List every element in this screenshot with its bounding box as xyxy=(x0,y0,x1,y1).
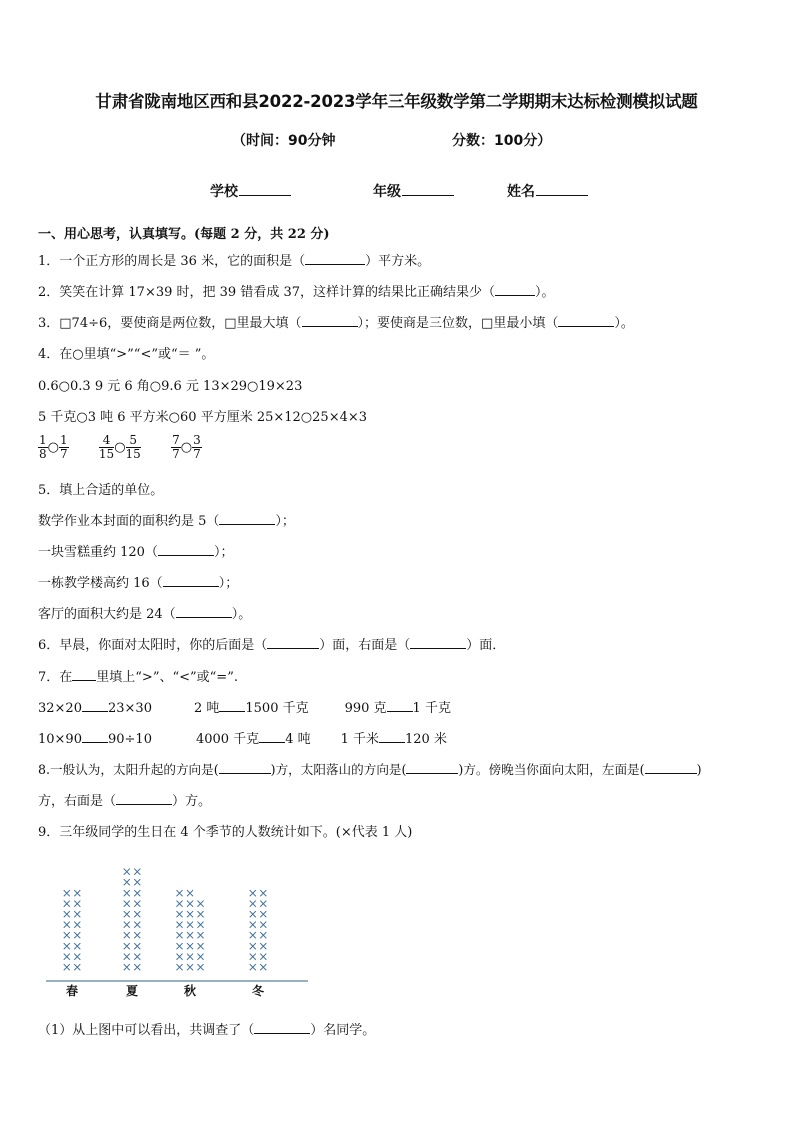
question-2 xyxy=(38,281,555,300)
chart-mark-春: × xyxy=(61,907,72,921)
q3-blank-2[interactable] xyxy=(558,314,614,327)
chart-mark-春: × xyxy=(72,928,83,943)
q7-expr: 1 千米 xyxy=(340,732,379,747)
q7-expr: 4000 千克 xyxy=(195,732,260,747)
q5-item-text: 数学作业本封面的面积约是 5（ xyxy=(38,514,220,529)
question-1 xyxy=(38,250,430,269)
chart-mark-春: × xyxy=(61,960,72,974)
chart-mark-春: × xyxy=(61,896,72,911)
fraction: $\frac{5}{15}$ xyxy=(125,433,141,461)
q8-text: ）方。 xyxy=(172,794,212,809)
chart-mark-夏: × xyxy=(132,864,143,879)
chart-mark-夏: × xyxy=(121,864,132,879)
q5-item-text: 一栋教学楼高约 16（ xyxy=(38,576,163,591)
q8-blank-4[interactable] xyxy=(116,792,172,805)
q8-blank-3[interactable] xyxy=(645,761,697,774)
q8-text: 方，右面是（ xyxy=(38,794,117,809)
chart-mark-秋: × xyxy=(174,885,185,900)
q9-sub1-text: （1）从上图中可以看出，共调查了（ xyxy=(38,1023,255,1038)
chart-mark-秋: × xyxy=(184,960,196,974)
q5-item-end: ）； xyxy=(275,514,295,529)
q6-blank-2[interactable] xyxy=(410,636,466,649)
chart-mark-夏: × xyxy=(132,960,143,974)
chart-mark-冬: × xyxy=(258,928,269,943)
chart-mark-秋: × xyxy=(184,885,196,900)
question-4-row-1: 0.6○0.3 9 元 6 角○9.6 元 13×29○19×23 xyxy=(38,379,303,394)
question-9-sub-1 xyxy=(38,1019,375,1038)
chart-mark-夏: × xyxy=(121,938,132,953)
question-4-row-2: 5 千克○3 吨 6 平方米○60 平方厘米 25×12○25×4×3 xyxy=(38,410,368,425)
chart-mark-春: × xyxy=(72,907,83,921)
chart-mark-春: × xyxy=(72,938,83,953)
chart-category-label: 冬 xyxy=(251,984,265,998)
section-heading: 一、用心思考，认真填写。(每题 2 分，共 22 分) xyxy=(38,227,330,242)
q9-sub1-end: ）名同学。 xyxy=(310,1023,376,1038)
chart-mark-春: × xyxy=(61,885,72,900)
chart-mark-秋: × xyxy=(184,896,196,911)
chart-mark-秋: × xyxy=(174,896,185,911)
fraction: $\frac{4}{15}$ xyxy=(98,433,115,461)
q3-text-mid: ）；要使商是三位数，□里最小填（ xyxy=(357,316,559,331)
q1-text: 1．一个正方形的周长是 36 米，它的面积是（ xyxy=(38,254,306,269)
fraction: $\frac{1}{7}$ xyxy=(59,433,68,461)
q7-expr: 1500 千克 xyxy=(245,701,309,716)
chart-mark-春: × xyxy=(61,928,72,943)
q2-text: 2．笑笑在计算 17×39 时，把 39 错看成 37，这样计算的结果比正确结果少（ xyxy=(38,285,495,300)
chart-mark-夏: × xyxy=(132,885,143,900)
q6-text: 6．早晨，你面对太阳时，你的后面是（ xyxy=(38,638,268,653)
q5-item-end: ）。 xyxy=(231,607,252,622)
chart-mark-秋: × xyxy=(184,928,196,943)
fraction-compare-3 xyxy=(171,433,202,461)
pictograph-chart xyxy=(40,850,320,1000)
q9-sub1-blank[interactable] xyxy=(254,1021,310,1034)
q7-expr: 32×20 xyxy=(38,701,82,716)
chart-category-label: 春 xyxy=(65,984,79,998)
chart-category-label: 秋 xyxy=(183,984,197,998)
chart-mark-秋: × xyxy=(174,917,185,932)
chart-mark-秋: × xyxy=(174,960,185,974)
q5-blank-1[interactable] xyxy=(219,512,275,525)
q7-expr: 90÷10 xyxy=(107,732,152,747)
chart-mark-夏: × xyxy=(132,896,143,911)
chart-mark-秋: × xyxy=(195,928,206,943)
chart-mark-夏: × xyxy=(121,960,132,974)
question-9-stem: 9．三年级同学的生日在 4 个季节的人数统计如下。(×代表 1 人) xyxy=(38,825,413,840)
chart-mark-冬: × xyxy=(258,949,269,964)
name-blank[interactable] xyxy=(536,181,588,196)
question-5-item-3 xyxy=(38,572,238,591)
q7-text: 7．在 xyxy=(38,670,73,685)
q8-text: )方。傍晚当你面向太阳，左面是( xyxy=(458,762,645,777)
chart-mark-秋: × xyxy=(184,949,196,964)
chart-mark-冬: × xyxy=(247,885,258,900)
name-field[interactable] xyxy=(507,181,588,201)
chart-mark-春: × xyxy=(72,896,83,911)
question-5-item-2 xyxy=(38,541,233,560)
chart-mark-冬: × xyxy=(258,938,269,953)
q2-text-end: ）。 xyxy=(535,285,555,300)
q7-blank[interactable] xyxy=(379,730,405,743)
q7-expr: 23×30 xyxy=(107,701,152,716)
q8-blank-2[interactable] xyxy=(406,761,458,774)
q7-expr: 990 克 xyxy=(344,701,387,716)
exam-time: （时间：90分钟 xyxy=(232,133,336,149)
fraction: $\frac{3}{7}$ xyxy=(193,433,201,461)
chart-mark-冬: × xyxy=(247,928,258,943)
question-4-stem: 4．在○里填“>”“<”或“＝ ”。 xyxy=(38,347,215,362)
q8-blank-1[interactable] xyxy=(219,761,271,774)
chart-category-label: 夏 xyxy=(125,984,139,998)
compare-circle[interactable]: ○ xyxy=(180,440,193,455)
chart-mark-夏: × xyxy=(132,949,143,964)
exam-title: 甘肃省陇南地区西和县2022-2023学年三年级数学第二学期期末达标检测模拟试题 xyxy=(95,92,698,111)
chart-mark-冬: × xyxy=(258,960,269,974)
chart-mark-秋: × xyxy=(195,917,206,932)
fraction-compare-1 xyxy=(38,433,73,461)
q5-item-end: ）； xyxy=(218,576,239,591)
question-3 xyxy=(38,312,634,331)
chart-mark-夏: × xyxy=(121,928,132,943)
question-5-item-1 xyxy=(38,510,295,529)
question-6 xyxy=(38,634,505,653)
school-blank[interactable] xyxy=(239,181,291,196)
q3-text: 3．□74÷6，要使商是两位数，□里最大填（ xyxy=(38,316,302,331)
chart-mark-夏: × xyxy=(132,928,143,943)
question-4-fractions xyxy=(38,434,202,461)
q8-text: )方，太阳落山的方向是( xyxy=(270,762,407,777)
q7-expr: 1 千克 xyxy=(412,701,451,716)
exam-score: 分数：100分） xyxy=(452,133,552,149)
chart-mark-冬: × xyxy=(247,907,258,921)
grade-label: 年级 xyxy=(373,184,401,200)
grade-field[interactable] xyxy=(373,181,454,201)
q5-blank-2[interactable] xyxy=(158,543,214,556)
chart-mark-春: × xyxy=(61,938,72,953)
compare-circle[interactable]: ○ xyxy=(47,440,59,455)
q1-blank[interactable] xyxy=(305,252,365,265)
question-8-line-1 xyxy=(38,759,701,778)
q7-blank[interactable] xyxy=(259,730,285,743)
chart-mark-春: × xyxy=(72,960,83,974)
compare-circle[interactable]: ○ xyxy=(114,440,126,455)
chart-marks xyxy=(62,865,269,974)
chart-mark-秋: × xyxy=(195,949,206,964)
question-7-row-2 xyxy=(38,728,447,747)
q7-blank[interactable] xyxy=(82,699,108,712)
q5-blank-4[interactable] xyxy=(176,605,232,618)
chart-mark-春: × xyxy=(72,949,83,964)
q6-text-end: ）面． xyxy=(466,638,506,653)
q7-blank[interactable] xyxy=(82,730,108,743)
chart-mark-夏: × xyxy=(132,917,143,932)
chart-mark-秋: × xyxy=(184,917,196,932)
q5-item-text: 客厅的面积大约是 24（ xyxy=(38,607,176,622)
chart-mark-秋: × xyxy=(184,938,196,953)
question-5-item-4 xyxy=(38,603,251,622)
q3-blank-1[interactable] xyxy=(302,314,358,327)
chart-mark-秋: × xyxy=(184,907,196,921)
q7-expr: 2 吨 xyxy=(193,701,220,716)
chart-mark-秋: × xyxy=(174,928,185,943)
q6-text-mid: ）面，右面是（ xyxy=(319,638,411,653)
chart-mark-春: × xyxy=(61,917,72,932)
school-field[interactable] xyxy=(210,181,291,201)
chart-mark-夏: × xyxy=(121,885,132,900)
fraction: $\frac{1}{8}$ xyxy=(39,433,47,461)
q8-text: 8.一般认为，太阳升起的方向是( xyxy=(38,762,219,777)
q1-text-end: ）平方米。 xyxy=(365,254,431,269)
chart-mark-秋: × xyxy=(195,960,206,974)
chart-mark-夏: × xyxy=(132,875,143,890)
chart-mark-夏: × xyxy=(121,917,132,932)
chart-mark-夏: × xyxy=(121,907,132,921)
fraction: $\frac{7}{7}$ xyxy=(172,433,180,461)
chart-mark-冬: × xyxy=(247,960,258,974)
q3-text-end: ）。 xyxy=(614,316,634,331)
chart-mark-秋: × xyxy=(174,949,185,964)
school-label: 学校 xyxy=(210,184,238,200)
chart-mark-秋: × xyxy=(195,938,206,953)
chart-mark-秋: × xyxy=(195,896,206,911)
chart-mark-秋: × xyxy=(174,938,185,953)
chart-mark-春: × xyxy=(61,949,72,964)
q6-blank-1[interactable] xyxy=(267,636,319,649)
chart-mark-冬: × xyxy=(247,917,258,932)
q7-text-end: 里填上“>”、“<”或“=”. xyxy=(96,670,238,685)
q5-item-end: ）； xyxy=(213,545,234,560)
question-5-stem: 5．填上合适的单位。 xyxy=(38,483,164,498)
chart-mark-冬: × xyxy=(258,896,269,911)
chart-mark-夏: × xyxy=(121,949,132,964)
q7-expr: 4 吨 xyxy=(285,732,311,747)
chart-mark-冬: × xyxy=(247,949,258,964)
q7-stem-blank xyxy=(72,668,96,681)
chart-mark-春: × xyxy=(72,885,83,900)
q5-blank-3[interactable] xyxy=(163,574,219,587)
chart-mark-夏: × xyxy=(121,875,132,890)
chart-mark-冬: × xyxy=(258,885,269,900)
fraction-compare-2 xyxy=(98,433,145,461)
question-8-line-2 xyxy=(38,790,211,809)
chart-mark-冬: × xyxy=(258,907,269,921)
chart-mark-冬: × xyxy=(258,917,269,932)
q7-expr: 120 米 xyxy=(405,732,447,747)
chart-mark-夏: × xyxy=(132,907,143,921)
question-7-stem xyxy=(38,666,238,685)
q7-blank[interactable] xyxy=(219,699,245,712)
chart-mark-春: × xyxy=(72,917,83,932)
chart-mark-秋: × xyxy=(195,907,206,921)
q7-blank[interactable] xyxy=(387,699,413,712)
chart-labels xyxy=(66,983,265,998)
q2-blank[interactable] xyxy=(495,283,535,296)
name-label: 姓名 xyxy=(507,184,535,200)
chart-mark-秋: × xyxy=(174,907,185,921)
chart-mark-冬: × xyxy=(247,896,258,911)
q8-text: ) xyxy=(696,762,702,777)
chart-mark-夏: × xyxy=(121,896,132,911)
grade-blank[interactable] xyxy=(402,181,454,196)
chart-mark-夏: × xyxy=(132,938,143,953)
question-7-row-1 xyxy=(38,697,451,716)
chart-mark-冬: × xyxy=(247,938,258,953)
q7-expr: 10×90 xyxy=(38,732,82,747)
q5-item-text: 一块雪糕重约 120（ xyxy=(38,545,158,560)
